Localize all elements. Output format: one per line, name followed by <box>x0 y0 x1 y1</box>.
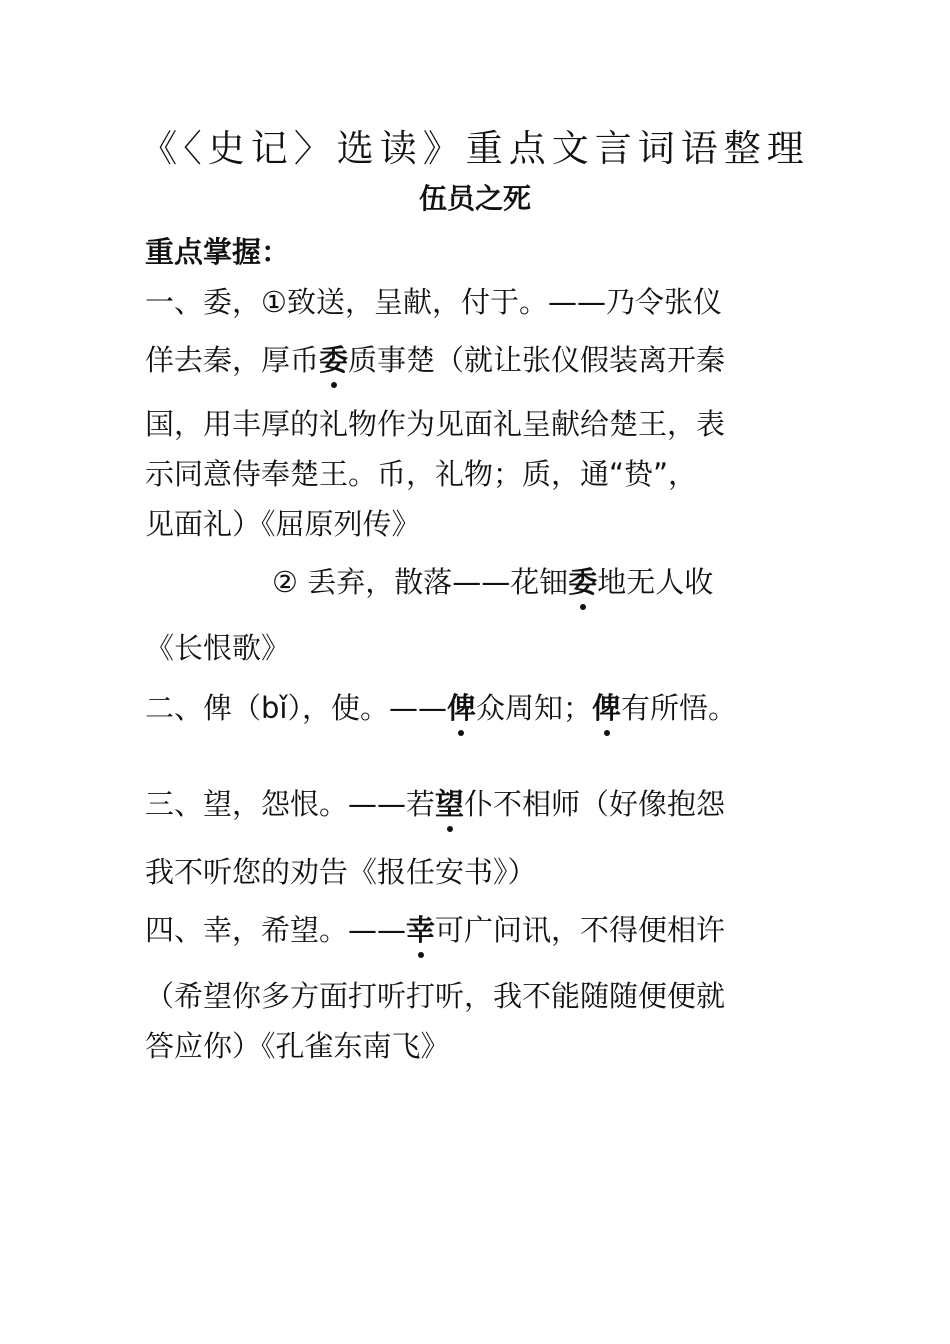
emphasized-character: 幸 <box>406 910 435 950</box>
text-segment: 答应你）《孔雀东南飞》 <box>145 1029 450 1063</box>
text-segment: 质事楚（就让张仪假装离开秦 <box>348 343 726 377</box>
text-line <box>145 688 737 728</box>
text-line <box>145 628 290 668</box>
emphasized-character: 望 <box>435 784 464 824</box>
emphasized-character: 俾 <box>447 688 476 728</box>
text-segment: 众周知； <box>475 691 592 725</box>
emphasized-character: 委 <box>568 562 597 602</box>
text-line <box>145 976 725 1016</box>
text-segment: 地无人收 <box>597 565 714 599</box>
text-line <box>145 454 697 494</box>
text-segment: 示同意侍奉楚王。币，礼物；质，通“贽”， <box>145 457 698 491</box>
text-segment: 国，用丰厚的礼物作为见面礼呈献给楚王，表 <box>145 407 726 441</box>
document-subtitle: 伍员之死 <box>418 182 531 215</box>
document-title: 《〈史记〉选读》重点文言词语整理 <box>140 127 810 170</box>
text-line <box>145 282 722 322</box>
text-segment: 一、委，①致送，呈献，付于。——乃令张仪 <box>145 285 722 319</box>
text-line <box>145 910 725 950</box>
text-line <box>145 504 421 544</box>
text-segment: 我不听您的劝告《报任安书》） <box>145 855 537 889</box>
text-segment: 佯去秦，厚币 <box>145 343 320 377</box>
text-segment: ② 丢弃，散落——花钿 <box>272 565 569 599</box>
text-line <box>145 340 725 380</box>
emphasized-character: 委 <box>319 340 348 380</box>
emphasized-character: 俾 <box>592 688 621 728</box>
text-line <box>272 562 713 602</box>
text-segment: 见面礼）《屈原列传》 <box>145 507 421 541</box>
text-line <box>145 404 725 444</box>
text-line <box>145 852 537 892</box>
text-segment: 有所悟。 <box>621 691 738 725</box>
text-segment: 《长恨歌》 <box>145 631 291 665</box>
text-line <box>145 784 725 824</box>
text-segment: 三、望，怨恨。——若 <box>145 787 436 821</box>
text-segment: 仆不相师（好像抱怨 <box>464 787 726 821</box>
section-heading: 重点掌握： <box>145 235 291 269</box>
text-segment: 四、幸，希望。—— <box>145 913 407 947</box>
text-segment: （希望你多方面打听打听，我不能随随便便就 <box>145 979 726 1013</box>
text-segment: 可广问讯，不得便相许 <box>435 913 726 947</box>
text-line <box>145 1026 450 1066</box>
text-segment: 二、俾（bǐ），使。—— <box>145 691 447 725</box>
